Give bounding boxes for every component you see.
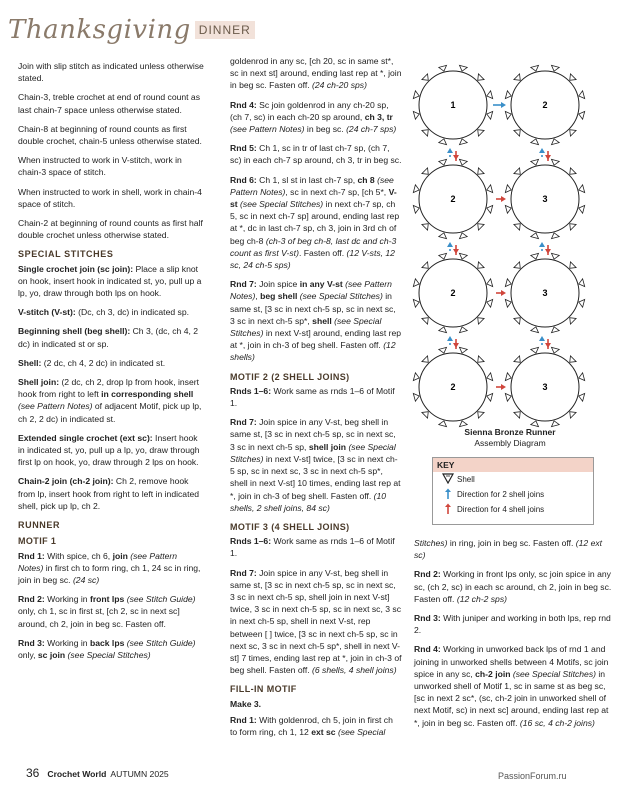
join-arrowhead [447,242,453,247]
shell-mark [514,318,520,324]
shell-mark [514,412,520,418]
fill-rnd-3: Rnd 3: With juniper and working in both lps, rep rnd 2. [414,613,611,636]
shell-mark [439,327,447,333]
shell-mark [570,168,576,174]
motif-3-heading: MOTIF 3 (4 SHELL JOINS) [230,521,350,532]
shell-mark [439,421,447,427]
shell-mark [505,111,511,119]
diagram-title: Sienna Bronze Runner [464,427,556,437]
m1-rnd-3-cont: goldenrod in any sc, [ch 20, sc in same st*, sc in next st] around, ending last rep at *, join in beg sc. Fasten off. (24 ch-20 sps) [230,56,402,91]
fill-in-motif-heading: FILL-IN MOTIF [230,684,297,695]
shell-mark [505,373,511,381]
shell-mark [459,421,467,427]
join-arrowhead [453,249,459,254]
m1-rnd-3: Rnd 3: Working in back lps (see Stitch Guide) only, sc join (see Special Stitches) [18,637,196,660]
fill-rnd-1-cont: Stitches) in ring, join in beg sc. Fasten off. (12 ext sc) [414,538,603,561]
motif-label: 2 [450,382,456,392]
key-2-joins-label: Direction for 2 shell joins [457,490,545,499]
join-arrowhead [447,148,453,153]
shell-mark [478,168,484,174]
special-stitches-heading: SPECIAL STITCHES [18,249,114,260]
intro-note-4: When instructed to work in V-stitch, work in chain-3 space of stitch. [18,155,182,178]
shell-mark [531,347,539,353]
shell-mark [459,159,467,165]
shell-mark [570,262,576,268]
make-3: Make 3. [230,698,262,709]
shell-mark [487,279,493,287]
join-arrowhead [539,242,545,247]
shell-mark [439,139,447,145]
shell-mark [422,168,428,174]
motif-label: 1 [450,100,456,110]
shell-mark [514,74,520,80]
shell-icon [439,473,457,486]
join-arrowhead [453,155,459,160]
join-arrowhead [453,343,459,348]
shell-mark [422,356,428,362]
shell-mark [570,412,576,418]
assembly-diagram [400,62,620,442]
shell-mark [551,327,559,333]
shell-mark [551,159,559,165]
shell-mark [551,347,559,353]
magazine-name: Crochet World [47,769,107,779]
shell-mark [570,318,576,324]
m1-rnd-4: Rnd 4: Sc join goldenrod in any ch-20 sp, (ch 7, sc) in each ch-20 sp around, ch 3, tr (see Pattern Notes) in beg sc. (24 ch-7 sps) [230,99,397,135]
blue-arrow-icon [439,488,457,502]
shell-mark [487,299,493,307]
motif-label: 2 [450,194,456,204]
diagram-key [432,457,594,525]
shell-mark [413,373,419,381]
shell-mark [579,299,585,307]
fill-rnd-4: Rnd 4: Working in unworked back lps of rnd 1 and joining in unworked shells between 4 Motifs, sc join spice in any sc, ch-2 join (see Special Stitches) in unworked shell of Motif 1, sc in same st as beg sc, [sc in next 2 sc*, (sc, ch-2 join in unworked shell of next Motif, sc) in next sc] around, ending last rep at *, join in beg sc. Fasten off. (16 sc, 4 ch-2 joins) [414,644,609,728]
shell-mark [570,224,576,230]
join-arrowhead [501,196,506,202]
shell-mark [422,224,428,230]
join-arrowhead [501,102,506,108]
shell-mark [422,262,428,268]
motif-label: 3 [542,194,548,204]
shell-mark [422,130,428,136]
shell-mark [514,130,520,136]
shell-mark [579,393,585,401]
shell-mark [487,185,493,193]
shell-mark [413,91,419,99]
shell-mark [487,393,493,401]
shell-mark [551,233,559,239]
shell-mark [413,393,419,401]
motif-label: 3 [542,382,548,392]
intro-note-5: When instructed to work in shell, work in chain-4 space of stitch. [18,186,202,209]
join-arrowhead [539,148,545,153]
shell-mark [439,65,447,71]
shell-mark [579,185,585,193]
intro-note-1: Join with slip stitch as indicated unless otherwise stated. [18,61,204,84]
motif-2-heading: MOTIF 2 (2 SHELL JOINS) [230,371,350,382]
shell-mark [478,356,484,362]
shell-mark [413,299,419,307]
column-3 [414,537,612,736]
header-script-title: Thanksgiving [8,15,191,45]
stitch-ch2-join: Chain-2 join (ch-2 join): Ch 2, remove hook from lp, insert hook from right to left in indicated shell, pick up lp, ch 2. [18,476,200,511]
shell-mark [514,168,520,174]
key-heading: KEY [433,458,593,472]
key-row-shell [433,472,593,487]
fill-rnd-1: Rnd 1: With goldenrod, ch 5, join in first ch to form ring, ch 1, 12 ext sc (see Special [230,714,393,737]
join-arrowhead [545,249,551,254]
shell-mark [487,111,493,119]
stitch-sc-join: Single crochet join (sc join): Place a slip knot on hook, insert hook in indicated st, yo, pull up a lp, yo, draw through both lps on hook. [18,263,202,299]
shell-mark [505,205,511,213]
shell-mark [570,356,576,362]
shell-mark [422,74,428,80]
shell-mark [459,253,467,259]
page-header [8,12,255,48]
shell-mark [514,356,520,362]
shell-mark [459,347,467,353]
shell-mark [579,91,585,99]
shell-mark [505,393,511,401]
shell-mark [478,224,484,230]
join-arrowhead [539,336,545,341]
m2-rnds-1-6: Rnds 1–6: Work same as rnds 1–6 of Motif 1. [230,385,395,409]
shell-mark [487,91,493,99]
header-box-title: DINNER [195,21,255,39]
shell-mark [531,233,539,239]
shell-mark [531,65,539,71]
m3-rnds-1-6: Rnds 1–6: Work same as rnds 1–6 of Motif 1. [230,536,395,559]
join-arrowhead [447,336,453,341]
shell-mark [551,253,559,259]
intro-note-3: Chain-8 at beginning of round counts as first double crochet, chain-5 unless otherwise stated. [18,123,202,147]
shell-mark [505,299,511,307]
m1-rnd-7: Rnd 7: Join spice in any V-st (see Pattern Notes), beg shell (see Special Stitches) in same st, [3 sc in next ch-5 sp, sc in next sc, 3 sc in next ch-5 sp*, shell (see Special Stitches) in next V-st] around, ending last rep at *, join in ch-3 of beg shell. Fasten off. (12 shells) [230,279,402,363]
join-arrowhead [545,155,551,160]
shell-mark [531,139,539,145]
shell-mark [487,373,493,381]
issue-label: AUTUMN 2025 [110,769,169,779]
key-4-joins-label: Direction for 4 shell joins [457,505,545,514]
page-number: 36 [26,766,40,780]
page-footer [26,766,169,780]
shell-mark [478,130,484,136]
shell-mark [478,318,484,324]
shell-mark [413,111,419,119]
shell-mark [531,159,539,165]
shell-mark [459,139,467,145]
shell-mark [422,412,428,418]
stitch-ext-sc: Extended single crochet (ext sc): Insert hook in indicated st, yo, pull up a lp, yo, draw through first lp on hook, yo, draw through 2 lps on hook. [18,432,200,468]
motif-label: 2 [450,288,456,298]
stitch-v-st: V-stitch (V-st): (Dc, ch 3, dc) in indicated sp. [18,307,189,318]
shell-mark [514,224,520,230]
shell-mark [551,139,559,145]
shell-mark [459,327,467,333]
shell-mark [459,65,467,71]
motif-label: 2 [542,100,548,110]
shell-mark [505,279,511,287]
shell-mark [459,233,467,239]
shell-mark [413,279,419,287]
m1-rnd-2: Rnd 2: Working in front lps (see Stitch Guide) only, ch 1, sc in first st, [ch 2, sc in next sc] around, ch 2, join in beg sc. Fasten off. [18,594,196,629]
stitch-shell-join: Shell join: (2 dc, ch 2, drop lp from hook, insert hook from right to left in corresponding shell (see Pattern Notes) of adjacent Motif, pick up lp, ch 2, 2 dc) in indicated st. [18,377,202,424]
shell-mark [439,233,447,239]
shell-mark [531,421,539,427]
red-arrow-icon [439,503,457,517]
intro-note-2: Chain-3, treble crochet at end of round count as last chain-7 space unless otherwise stated. [18,92,201,115]
shell-mark [579,279,585,287]
shell-mark [579,373,585,381]
motif-1-heading: MOTIF 1 [18,536,57,547]
column-1 [18,60,204,668]
join-arrowhead [501,290,506,296]
shell-mark [514,262,520,268]
shell-mark [531,253,539,259]
m3-rnd-7: Rnd 7: Join spice in any V-st, beg shell in same st, [3 sc in next ch-5 sp, sc in next sc, 3 sc in next ch-5 sp, shell join in next V-st] twice, 3 sc in next ch-5 sp, sc in next sc, 3 sc in next ch-5 sp, shell in next V-st, rep between [ ] twice, [3 sc in next ch-5 sp, sc in next sc, 3 sc in next ch-5 sp*, shell in next V-st] 7 times, ending last rep at *, join in ch-3 of beg shell. Fasten off. (6 shells, 4 shell joins) [230,567,402,676]
join-arrowhead [545,343,551,348]
column-2 [230,55,402,745]
shell-mark [570,130,576,136]
shell-mark [478,262,484,268]
shell-mark [579,205,585,213]
shell-mark [478,412,484,418]
shell-mark [579,111,585,119]
stitch-shell: Shell: (2 dc, ch 4, 2 dc) in indicated st. [18,357,166,368]
watermark: PassionForum.ru [498,771,567,781]
runner-heading: RUNNER [18,520,61,531]
key-row-4-joins [433,502,593,517]
key-shell-label: Shell [457,475,475,484]
shell-mark [551,421,559,427]
m1-rnd-5: Rnd 5: Ch 1, sc in tr of last ch-7 sp, (ch 7, sc) in each ch-7 sp around, ch 3, tr in beg sc. [230,143,402,166]
shell-mark [439,253,447,259]
shell-mark [570,74,576,80]
shell-mark [551,65,559,71]
m1-rnd-1: Rnd 1: With spice, ch 6, join (see Pattern Notes) in first ch to form ring, ch 1, 24 sc in ring, join in beg sc. (24 sc) [18,550,201,585]
m2-rnd-7: Rnd 7: Join spice in any V-st, beg shell in same st, [3 sc in next ch-5 sp, sc in next sc, 3 sc in next ch-5 sp, shell join (see Special Stitches) in next V-st] twice, [3 sc in next ch-5 sp, sc in next sc, 3 sc in next ch-5 sp*, shell in next V-st] 10 times, ending last rep at *, join in ch-3 of beg shell. Fasten off. (10 shells, 2 shell joins, 84 sc) [230,417,401,513]
shell-mark [487,205,493,213]
shell-mark [439,159,447,165]
shell-mark [505,91,511,99]
fill-rnd-2: Rnd 2: Working in front lps only, sc join spice in any sc, (ch 2, sc) in each sc around, ch 2, join in beg sc. Fasten off. (12 ch-2 sps) [414,569,612,604]
diagram-caption [415,427,605,449]
shell-mark [439,347,447,353]
shell-mark [478,74,484,80]
shell-mark [531,327,539,333]
join-arrowhead [501,384,506,390]
intro-note-6: Chain-2 at beginning of round counts as first half double crochet unless otherwise stated. [18,218,203,241]
shell-mark [413,205,419,213]
m1-rnd-6: Rnd 6: Ch 1, sl st in last ch-7 sp, ch 8 (see Pattern Notes), sc in next ch-7 sp, [ch 5*, V-st (see Special Stitches) in next ch-7 sp, ch 5, sc in next ch-7 sp] around, ending last rep at *, dc in last ch-7 sp, ch 3, join in 3rd ch of beg ch-8 (ch-3 of beg ch-8, last dc and ch-3 count as first V-st). Fasten off. (12 V-sts, 12 sc, 24 ch-5 sps) [230,174,400,271]
shell-mark [422,318,428,324]
diagram-subtitle: Assembly Diagram [474,438,546,448]
shell-mark [505,185,511,193]
stitch-beg-shell: Beginning shell (beg shell): Ch 3, (dc, ch 4, 2 dc) in indicated st or sp. [18,326,199,349]
shell-mark [413,185,419,193]
motif-label: 3 [542,288,548,298]
key-row-2-joins [433,487,593,502]
